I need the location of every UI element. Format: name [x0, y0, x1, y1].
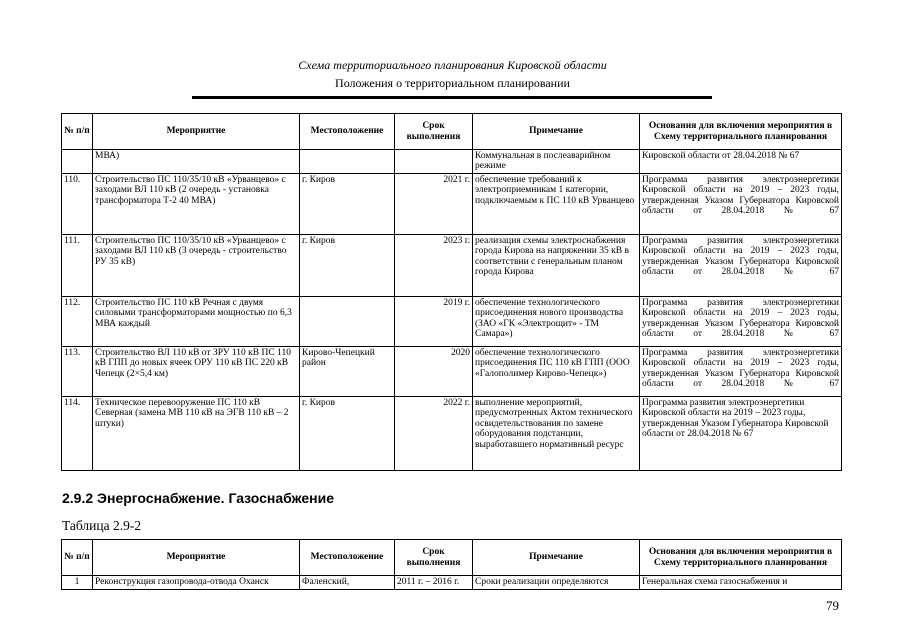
- row-note: Сроки реализации определяются: [473, 576, 640, 590]
- row-basis: Генеральная схема газоснабжения и: [640, 576, 842, 590]
- table-row: [62, 297, 842, 347]
- table-header-row: [62, 114, 842, 150]
- row-num: 112.: [62, 297, 93, 347]
- row-location: [300, 297, 395, 347]
- section-heading: 2.9.2 Энергоснабжение. Газоснабжение: [62, 490, 334, 506]
- page-number: 79: [826, 598, 839, 613]
- row-note: реализация схемы электроснабжения города Кирова на напряжении 35 кВ в соответствии с генеральным планом города Кирова: [473, 235, 640, 297]
- row-term: 2020: [395, 347, 473, 397]
- row-note: обеспечение технологического присоединения ПС 110 кВ ГПП (ООО «Галополимер Кирово-Чепецк»): [473, 347, 640, 397]
- column-header-note: Примечание: [473, 540, 640, 576]
- column-header-location: Местоположение: [300, 540, 395, 576]
- row-basis: Программа развития электроэнергетики Кировской области на 2019 – 2023 годы, утвержденная Указом Губернатора Кировской области от 28.04.2018 № 67: [640, 347, 842, 397]
- column-header-activity: Мероприятие: [93, 114, 300, 150]
- row-note: обеспечение технологического присоединения нового производства (ЗАО «ГК «Электрощит» - ТМ Самара»): [473, 297, 640, 347]
- column-header-activity: Мероприятие: [93, 540, 300, 576]
- row-term: 2011 г. – 2016 г.: [395, 576, 473, 590]
- row-note: Коммунальная в послеаварийном режиме: [473, 150, 640, 174]
- row-term: [395, 150, 473, 174]
- row-basis: Программа развития электроэнергетики Кировской области на 2019 – 2023 годы, утвержденная Указом Губернатора Кировской области от 28.04.2018 № 67: [640, 297, 842, 347]
- row-location: [300, 150, 395, 174]
- row-term: 2021 г.: [395, 174, 473, 235]
- row-basis: Программа развития электроэнергетики Кировской области на 2019 – 2023 годы, утвержденная Указом Губернатора Кировской области от 28.04.2018 № 67: [640, 174, 842, 235]
- row-activity: Техническое перевооружение ПС 110 кВ Северная (замена МВ 110 кВ на ЭГВ 110 кВ – 2 штуки): [93, 397, 300, 471]
- column-header-basis: Основания для включения мероприятия в Схему территориального планирования: [640, 114, 842, 150]
- row-num: [62, 150, 93, 174]
- row-num: 111.: [62, 235, 93, 297]
- activities-table-1: [61, 113, 842, 471]
- row-location: г. Киров: [300, 174, 395, 235]
- row-num: 1: [62, 576, 93, 590]
- document-header-title: Схема территориального планирования Кировской области: [298, 58, 607, 72]
- row-activity: Строительство ПС 110/35/10 кВ «Урванцево» с заходами ВЛ 110 кВ (2 очередь - установка трансформатора Т-2 40 МВА): [93, 174, 300, 235]
- row-num: 113.: [62, 347, 93, 397]
- row-basis: Кировской области от 28.04.2018 № 67: [640, 150, 842, 174]
- column-header-num: № п/п: [62, 540, 93, 576]
- row-num: 114.: [62, 397, 93, 471]
- row-term: 2023 г.: [395, 235, 473, 297]
- activities-table-2: [61, 539, 842, 590]
- row-location: Кирово-Чепецкий район: [300, 347, 395, 397]
- column-header-location: Местоположение: [300, 114, 395, 150]
- row-activity: Строительство ВЛ 110 кВ от ЗРУ 110 кВ ПС 110 кВ ГПП до новых ячеек ОРУ 110 кВ ПС 220 кВ Чепецк (2×5,4 км): [93, 347, 300, 397]
- row-activity: Строительство ПС 110/35/10 кВ «Урванцево» с заходами ВЛ 110 кВ (3 очередь - строительство РУ 35 кВ): [93, 235, 300, 297]
- table-row: [62, 150, 842, 174]
- row-location: Фаленский,: [300, 576, 395, 590]
- column-header-term: Срок выполнения: [395, 540, 473, 576]
- header-divider: [192, 96, 712, 99]
- column-header-note: Примечание: [473, 114, 640, 150]
- table-caption: Таблица 2.9-2: [62, 518, 142, 533]
- row-note: выполнение мероприятий, предусмотренных Актом технического освидетельствования по замене оборудования подстанции, выработавшего нормативный ресурс: [473, 397, 640, 471]
- row-basis: Программа развития электроэнергетики Кировской области на 2019 – 2023 годы, утвержденная Указом Губернатора Кировской области от 28.04.2018 № 67: [640, 235, 842, 297]
- table-row: [62, 347, 842, 397]
- column-header-basis: Основания для включения мероприятия в Схему территориального планирования: [640, 540, 842, 576]
- table-row: [62, 576, 842, 590]
- table-row: [62, 397, 842, 471]
- table-row: [62, 235, 842, 297]
- row-location: г. Киров: [300, 235, 395, 297]
- document-header-subtitle: Положения о территориальном планировании: [335, 76, 570, 90]
- row-term: 2019 г.: [395, 297, 473, 347]
- row-num: 110.: [62, 174, 93, 235]
- table-row: [62, 174, 842, 235]
- row-basis: Программа развития электроэнергетики Кировской области на 2019 – 2023 годы, утвержденная Указом Губернатора Кировской области от 28.04.2018 № 67: [640, 397, 842, 471]
- row-note: обеспечение требований к электроприемникам 1 категории, подключаемым к ПС 110 кВ Урванцево: [473, 174, 640, 235]
- table-header-row: [62, 540, 842, 576]
- row-activity: МВА): [93, 150, 300, 174]
- row-location: г. Киров: [300, 397, 395, 471]
- row-activity: Строительство ПС 110 кВ Речная с двумя силовыми трансформаторами мощностью по 6,3 МВА каждый: [93, 297, 300, 347]
- row-activity: Реконструкция газопровода-отвода Оханск: [93, 576, 300, 590]
- column-header-term: Срок выполнения: [395, 114, 473, 150]
- column-header-num: № п/п: [62, 114, 93, 150]
- row-term: 2022 г.: [395, 397, 473, 471]
